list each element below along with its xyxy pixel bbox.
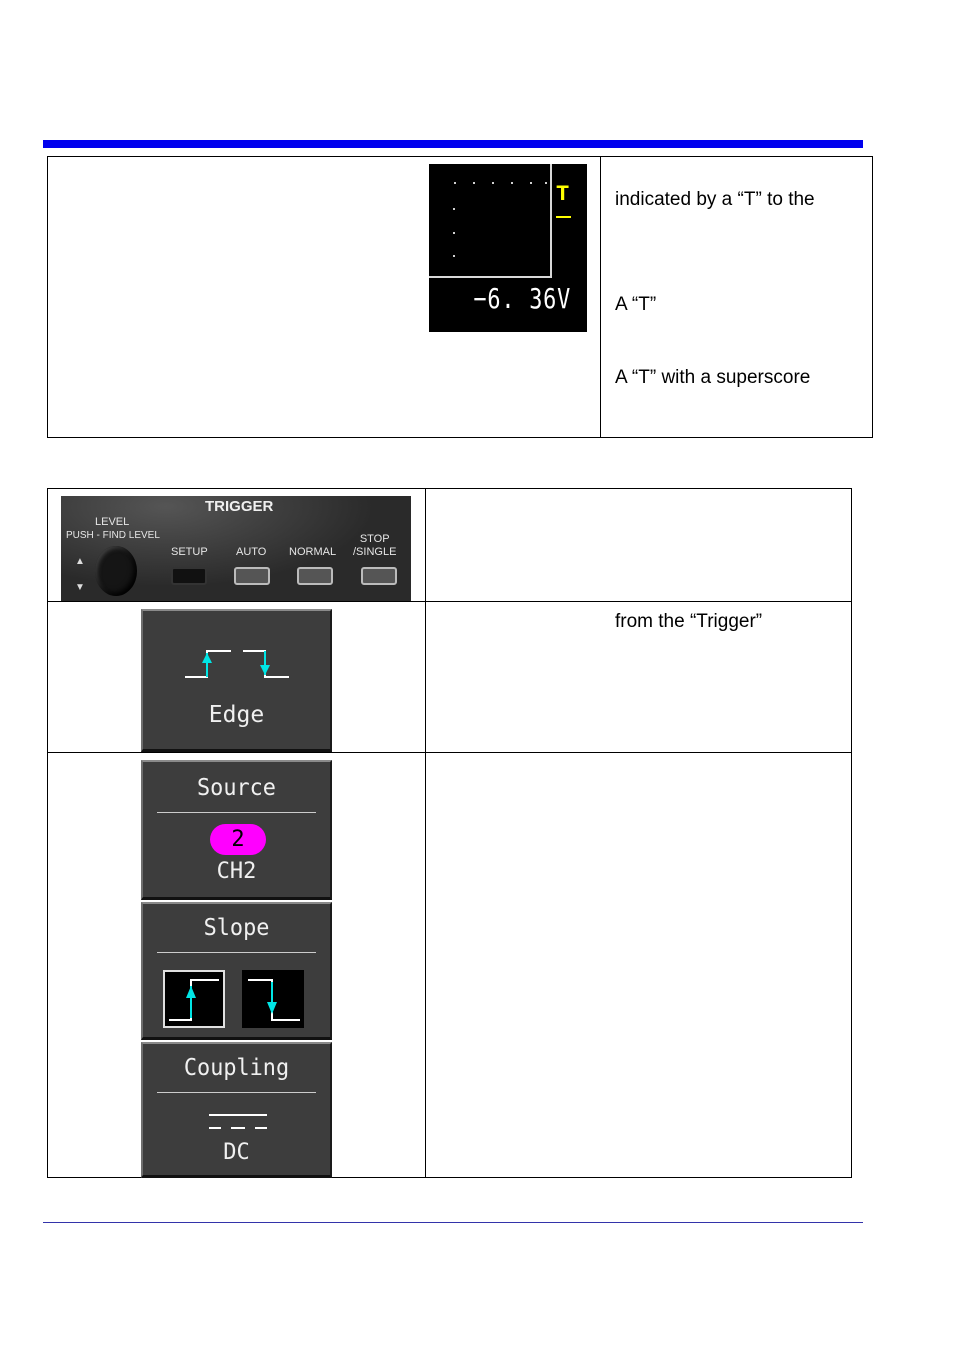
trigger-level-bar (556, 216, 571, 218)
table2-row2-text: from the “Trigger” (615, 611, 763, 632)
trigger-panel-title: TRIGGER (205, 498, 274, 515)
setup-button[interactable] (171, 567, 207, 585)
coupling-menu-button[interactable] (141, 1042, 332, 1178)
trigger-marker: T (556, 182, 570, 207)
down-arrow-icon: ▼ (75, 582, 85, 593)
level-label: LEVEL (95, 516, 130, 528)
table-divider (425, 488, 426, 1178)
edge-menu-button[interactable] (141, 609, 332, 752)
auto-button[interactable] (234, 567, 270, 585)
table-divider (600, 156, 601, 438)
table1-text-2: A “T” (615, 294, 657, 315)
voltage-readout: −6. 36V (473, 282, 571, 315)
push-find-level-label: PUSH - FIND LEVEL (66, 530, 160, 541)
table-row-divider (47, 752, 852, 753)
separator (157, 812, 316, 813)
separator (157, 1092, 316, 1093)
slope-title: Slope (203, 915, 270, 941)
edge-trigger-icon (183, 645, 293, 685)
table1-text-1: indicated by a “T” to the (615, 189, 815, 210)
separator (157, 952, 316, 953)
header-bar (43, 140, 863, 148)
stop-single-button[interactable] (361, 567, 397, 585)
dc-coupling-icon (209, 1112, 267, 1132)
falling-slope-icon (242, 970, 304, 1028)
coupling-value: DC (223, 1140, 250, 1165)
footer-rule (43, 1222, 863, 1223)
source-title: Source (197, 775, 276, 801)
source-value: CH2 (216, 859, 257, 884)
rising-slope-option[interactable] (163, 970, 225, 1028)
trigger-level-knob[interactable] (95, 546, 137, 596)
up-arrow-icon: ▲ (75, 556, 85, 567)
stop-single-label: STOP /SINGLE (353, 533, 397, 558)
falling-slope-option[interactable] (242, 970, 304, 1028)
source-menu-button[interactable] (141, 760, 332, 900)
channel-badge: 2 (210, 824, 266, 855)
setup-label: SETUP (171, 546, 208, 558)
slope-menu-button[interactable] (141, 902, 332, 1040)
normal-button[interactable] (297, 567, 333, 585)
table1-text-3: A “T” with a superscore (615, 367, 811, 388)
table-row-divider (47, 601, 852, 602)
scope-display (429, 164, 587, 332)
normal-label: NORMAL (289, 546, 337, 558)
auto-label: AUTO (236, 546, 267, 558)
trigger-front-panel (61, 496, 411, 601)
rising-slope-icon (165, 972, 223, 1026)
coupling-title: Coupling (183, 1055, 290, 1081)
edge-label: Edge (208, 702, 265, 728)
